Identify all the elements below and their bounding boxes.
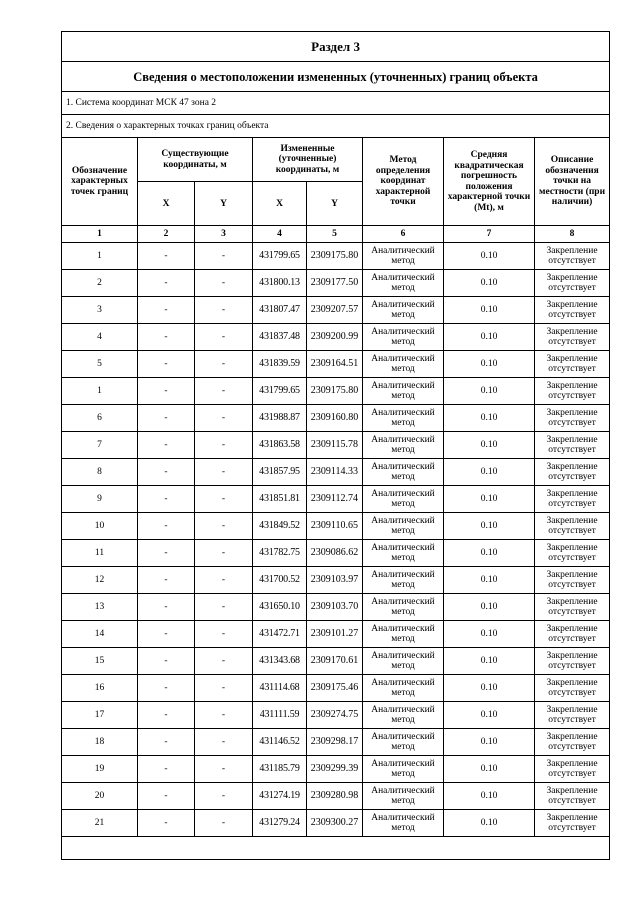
description-cell: Закрепление отсутствует <box>535 432 610 459</box>
changed-x: 431988.87 <box>253 405 307 432</box>
table-row <box>62 270 610 297</box>
header-existing-coords: Существующие координаты, м <box>138 138 253 182</box>
changed-x: 431851.81 <box>253 486 307 513</box>
existing-x: - <box>138 648 195 675</box>
accuracy-cell: 0.10 <box>444 729 535 756</box>
changed-y: 2309103.70 <box>307 594 363 621</box>
changed-x: 431863.58 <box>253 432 307 459</box>
existing-x: - <box>138 513 195 540</box>
changed-y: 2309101.27 <box>307 621 363 648</box>
header-designation: Обозначение характерных точек границ <box>62 138 138 226</box>
coord-system-line: 1. Система координат МСК 47 зона 2 <box>62 92 610 115</box>
method-cell: Аналитический метод <box>363 783 444 810</box>
method-cell: Аналитический метод <box>363 621 444 648</box>
changed-x: 431837.48 <box>253 324 307 351</box>
table-row <box>62 729 610 756</box>
existing-y: - <box>195 675 253 702</box>
existing-x: - <box>138 810 195 837</box>
column-number: 5 <box>307 226 363 243</box>
table-row <box>62 243 610 270</box>
table-footer-row <box>62 837 610 860</box>
accuracy-cell: 0.10 <box>444 621 535 648</box>
table-row <box>62 648 610 675</box>
document-page <box>61 31 609 860</box>
point-designation: 11 <box>62 540 138 567</box>
changed-x: 431472.71 <box>253 621 307 648</box>
header-changed-coords: Измененные (уточненные) координаты, м <box>253 138 363 182</box>
existing-y: - <box>195 783 253 810</box>
description-cell: Закрепление отсутствует <box>535 648 610 675</box>
existing-y: - <box>195 702 253 729</box>
existing-y: - <box>195 648 253 675</box>
changed-y: 2309170.61 <box>307 648 363 675</box>
accuracy-cell: 0.10 <box>444 324 535 351</box>
accuracy-cell: 0.10 <box>444 297 535 324</box>
accuracy-cell: 0.10 <box>444 243 535 270</box>
changed-x: 431700.52 <box>253 567 307 594</box>
column-number: 4 <box>253 226 307 243</box>
changed-y: 2309114.33 <box>307 459 363 486</box>
header-existing-x: X <box>138 182 195 226</box>
table-row <box>62 702 610 729</box>
point-designation: 8 <box>62 459 138 486</box>
existing-x: - <box>138 540 195 567</box>
point-designation: 18 <box>62 729 138 756</box>
point-designation: 3 <box>62 297 138 324</box>
header-changed-x: X <box>253 182 307 226</box>
changed-x: 431782.75 <box>253 540 307 567</box>
existing-x: - <box>138 432 195 459</box>
column-number: 6 <box>363 226 444 243</box>
changed-y: 2309086.62 <box>307 540 363 567</box>
description-cell: Закрепление отсутствует <box>535 513 610 540</box>
method-cell: Аналитический метод <box>363 540 444 567</box>
existing-x: - <box>138 351 195 378</box>
method-cell: Аналитический метод <box>363 594 444 621</box>
point-designation: 14 <box>62 621 138 648</box>
changed-x: 431799.65 <box>253 243 307 270</box>
changed-y: 2309164.51 <box>307 351 363 378</box>
method-cell: Аналитический метод <box>363 648 444 675</box>
table-row <box>62 783 610 810</box>
method-cell: Аналитический метод <box>363 513 444 540</box>
table-row <box>62 405 610 432</box>
description-cell: Закрепление отсутствует <box>535 702 610 729</box>
point-designation: 2 <box>62 270 138 297</box>
description-cell: Закрепление отсутствует <box>535 324 610 351</box>
changed-y: 2309177.50 <box>307 270 363 297</box>
existing-x: - <box>138 756 195 783</box>
method-cell: Аналитический метод <box>363 270 444 297</box>
method-cell: Аналитический метод <box>363 459 444 486</box>
existing-x: - <box>138 405 195 432</box>
existing-x: - <box>138 270 195 297</box>
point-designation: 16 <box>62 675 138 702</box>
table-row <box>62 675 610 702</box>
existing-x: - <box>138 675 195 702</box>
table-row <box>62 351 610 378</box>
existing-x: - <box>138 621 195 648</box>
method-cell: Аналитический метод <box>363 297 444 324</box>
column-number: 8 <box>535 226 610 243</box>
existing-x: - <box>138 729 195 756</box>
existing-y: - <box>195 756 253 783</box>
changed-x: 431799.65 <box>253 378 307 405</box>
changed-y: 2309110.65 <box>307 513 363 540</box>
changed-y: 2309103.97 <box>307 567 363 594</box>
table-row <box>62 810 610 837</box>
table-row <box>62 621 610 648</box>
main-title: Сведения о местоположении измененных (уточненных) границ объекта <box>62 62 610 92</box>
accuracy-cell: 0.10 <box>444 378 535 405</box>
description-cell: Закрепление отсутствует <box>535 486 610 513</box>
description-cell: Закрепление отсутствует <box>535 405 610 432</box>
section-title: Раздел 3 <box>62 32 610 62</box>
changed-x: 431111.59 <box>253 702 307 729</box>
table-row <box>62 297 610 324</box>
column-number: 7 <box>444 226 535 243</box>
description-cell: Закрепление отсутствует <box>535 270 610 297</box>
accuracy-cell: 0.10 <box>444 756 535 783</box>
changed-y: 2309298.17 <box>307 729 363 756</box>
method-cell: Аналитический метод <box>363 351 444 378</box>
existing-x: - <box>138 243 195 270</box>
existing-x: - <box>138 297 195 324</box>
description-cell: Закрепление отсутствует <box>535 567 610 594</box>
table-row <box>62 432 610 459</box>
method-cell: Аналитический метод <box>363 378 444 405</box>
point-designation: 1 <box>62 243 138 270</box>
method-cell: Аналитический метод <box>363 486 444 513</box>
changed-x: 431800.13 <box>253 270 307 297</box>
existing-y: - <box>195 432 253 459</box>
existing-x: - <box>138 783 195 810</box>
existing-y: - <box>195 513 253 540</box>
point-designation: 9 <box>62 486 138 513</box>
point-designation: 1 <box>62 378 138 405</box>
existing-y: - <box>195 486 253 513</box>
accuracy-cell: 0.10 <box>444 675 535 702</box>
changed-y: 2309175.46 <box>307 675 363 702</box>
table-row <box>62 324 610 351</box>
changed-x: 431279.24 <box>253 810 307 837</box>
existing-y: - <box>195 540 253 567</box>
point-designation: 7 <box>62 432 138 459</box>
accuracy-cell: 0.10 <box>444 567 535 594</box>
description-cell: Закрепление отсутствует <box>535 351 610 378</box>
description-cell: Закрепление отсутствует <box>535 594 610 621</box>
existing-y: - <box>195 405 253 432</box>
existing-y: - <box>195 324 253 351</box>
existing-x: - <box>138 324 195 351</box>
table-row <box>62 459 610 486</box>
changed-x: 431839.59 <box>253 351 307 378</box>
accuracy-cell: 0.10 <box>444 405 535 432</box>
existing-y: - <box>195 243 253 270</box>
existing-y: - <box>195 297 253 324</box>
accuracy-cell: 0.10 <box>444 432 535 459</box>
changed-y: 2309207.57 <box>307 297 363 324</box>
changed-x: 431114.68 <box>253 675 307 702</box>
changed-y: 2309160.80 <box>307 405 363 432</box>
changed-x: 431146.52 <box>253 729 307 756</box>
changed-y: 2309175.80 <box>307 243 363 270</box>
existing-y: - <box>195 351 253 378</box>
header-method: Метод определения координат характерной точки <box>363 138 444 226</box>
method-cell: Аналитический метод <box>363 756 444 783</box>
existing-x: - <box>138 486 195 513</box>
existing-x: - <box>138 567 195 594</box>
table-row <box>62 540 610 567</box>
description-cell: Закрепление отсутствует <box>535 243 610 270</box>
existing-y: - <box>195 621 253 648</box>
existing-y: - <box>195 270 253 297</box>
description-cell: Закрепление отсутствует <box>535 756 610 783</box>
changed-x: 431857.95 <box>253 459 307 486</box>
column-number: 3 <box>195 226 253 243</box>
existing-y: - <box>195 729 253 756</box>
accuracy-cell: 0.10 <box>444 459 535 486</box>
point-designation: 6 <box>62 405 138 432</box>
method-cell: Аналитический метод <box>363 702 444 729</box>
existing-y: - <box>195 378 253 405</box>
changed-y: 2309274.75 <box>307 702 363 729</box>
description-cell: Закрепление отсутствует <box>535 297 610 324</box>
accuracy-cell: 0.10 <box>444 810 535 837</box>
point-designation: 4 <box>62 324 138 351</box>
method-cell: Аналитический метод <box>363 324 444 351</box>
column-number: 2 <box>138 226 195 243</box>
table-row <box>62 486 610 513</box>
existing-x: - <box>138 702 195 729</box>
method-cell: Аналитический метод <box>363 243 444 270</box>
table-row <box>62 594 610 621</box>
accuracy-cell: 0.10 <box>444 702 535 729</box>
changed-y: 2309200.99 <box>307 324 363 351</box>
point-designation: 17 <box>62 702 138 729</box>
changed-x: 431185.79 <box>253 756 307 783</box>
header-accuracy: Средняя квадратическая погрешность положения характерной точки (Mt), м <box>444 138 535 226</box>
description-cell: Закрепление отсутствует <box>535 810 610 837</box>
point-designation: 10 <box>62 513 138 540</box>
description-cell: Закрепление отсутствует <box>535 783 610 810</box>
point-designation: 5 <box>62 351 138 378</box>
changed-y: 2309175.80 <box>307 378 363 405</box>
point-designation: 20 <box>62 783 138 810</box>
table-row <box>62 567 610 594</box>
accuracy-cell: 0.10 <box>444 486 535 513</box>
header-changed-y: Y <box>307 182 363 226</box>
boundary-points-table <box>61 31 610 860</box>
table-row <box>62 756 610 783</box>
accuracy-cell: 0.10 <box>444 540 535 567</box>
empty-footer-cell <box>62 837 610 860</box>
existing-x: - <box>138 378 195 405</box>
method-cell: Аналитический метод <box>363 432 444 459</box>
column-number: 1 <box>62 226 138 243</box>
existing-x: - <box>138 594 195 621</box>
point-designation: 21 <box>62 810 138 837</box>
column-numbers-row <box>62 226 610 243</box>
description-cell: Закрепление отсутствует <box>535 540 610 567</box>
accuracy-cell: 0.10 <box>444 594 535 621</box>
point-designation: 15 <box>62 648 138 675</box>
changed-y: 2309280.98 <box>307 783 363 810</box>
existing-y: - <box>195 594 253 621</box>
method-cell: Аналитический метод <box>363 567 444 594</box>
changed-y: 2309300.27 <box>307 810 363 837</box>
description-cell: Закрепление отсутствует <box>535 675 610 702</box>
description-cell: Закрепление отсутствует <box>535 378 610 405</box>
changed-x: 431807.47 <box>253 297 307 324</box>
method-cell: Аналитический метод <box>363 729 444 756</box>
existing-y: - <box>195 810 253 837</box>
changed-y: 2309299.39 <box>307 756 363 783</box>
method-cell: Аналитический метод <box>363 675 444 702</box>
existing-y: - <box>195 567 253 594</box>
existing-y: - <box>195 459 253 486</box>
changed-x: 431274.19 <box>253 783 307 810</box>
accuracy-cell: 0.10 <box>444 513 535 540</box>
changed-x: 431650.10 <box>253 594 307 621</box>
changed-y: 2309112.74 <box>307 486 363 513</box>
accuracy-cell: 0.10 <box>444 783 535 810</box>
method-cell: Аналитический метод <box>363 405 444 432</box>
point-designation: 12 <box>62 567 138 594</box>
existing-x: - <box>138 459 195 486</box>
accuracy-cell: 0.10 <box>444 270 535 297</box>
header-description: Описание обозначения точки на местности (при наличии) <box>535 138 610 226</box>
accuracy-cell: 0.10 <box>444 648 535 675</box>
method-cell: Аналитический метод <box>363 810 444 837</box>
description-cell: Закрепление отсутствует <box>535 729 610 756</box>
table-row <box>62 378 610 405</box>
point-designation: 13 <box>62 594 138 621</box>
changed-y: 2309115.78 <box>307 432 363 459</box>
changed-x: 431849.52 <box>253 513 307 540</box>
header-existing-y: Y <box>195 182 253 226</box>
description-cell: Закрепление отсутствует <box>535 459 610 486</box>
description-cell: Закрепление отсутствует <box>535 621 610 648</box>
table-row <box>62 513 610 540</box>
point-designation: 19 <box>62 756 138 783</box>
points-info-line: 2. Сведения о характерных точках границ объекта <box>62 115 610 138</box>
accuracy-cell: 0.10 <box>444 351 535 378</box>
changed-x: 431343.68 <box>253 648 307 675</box>
